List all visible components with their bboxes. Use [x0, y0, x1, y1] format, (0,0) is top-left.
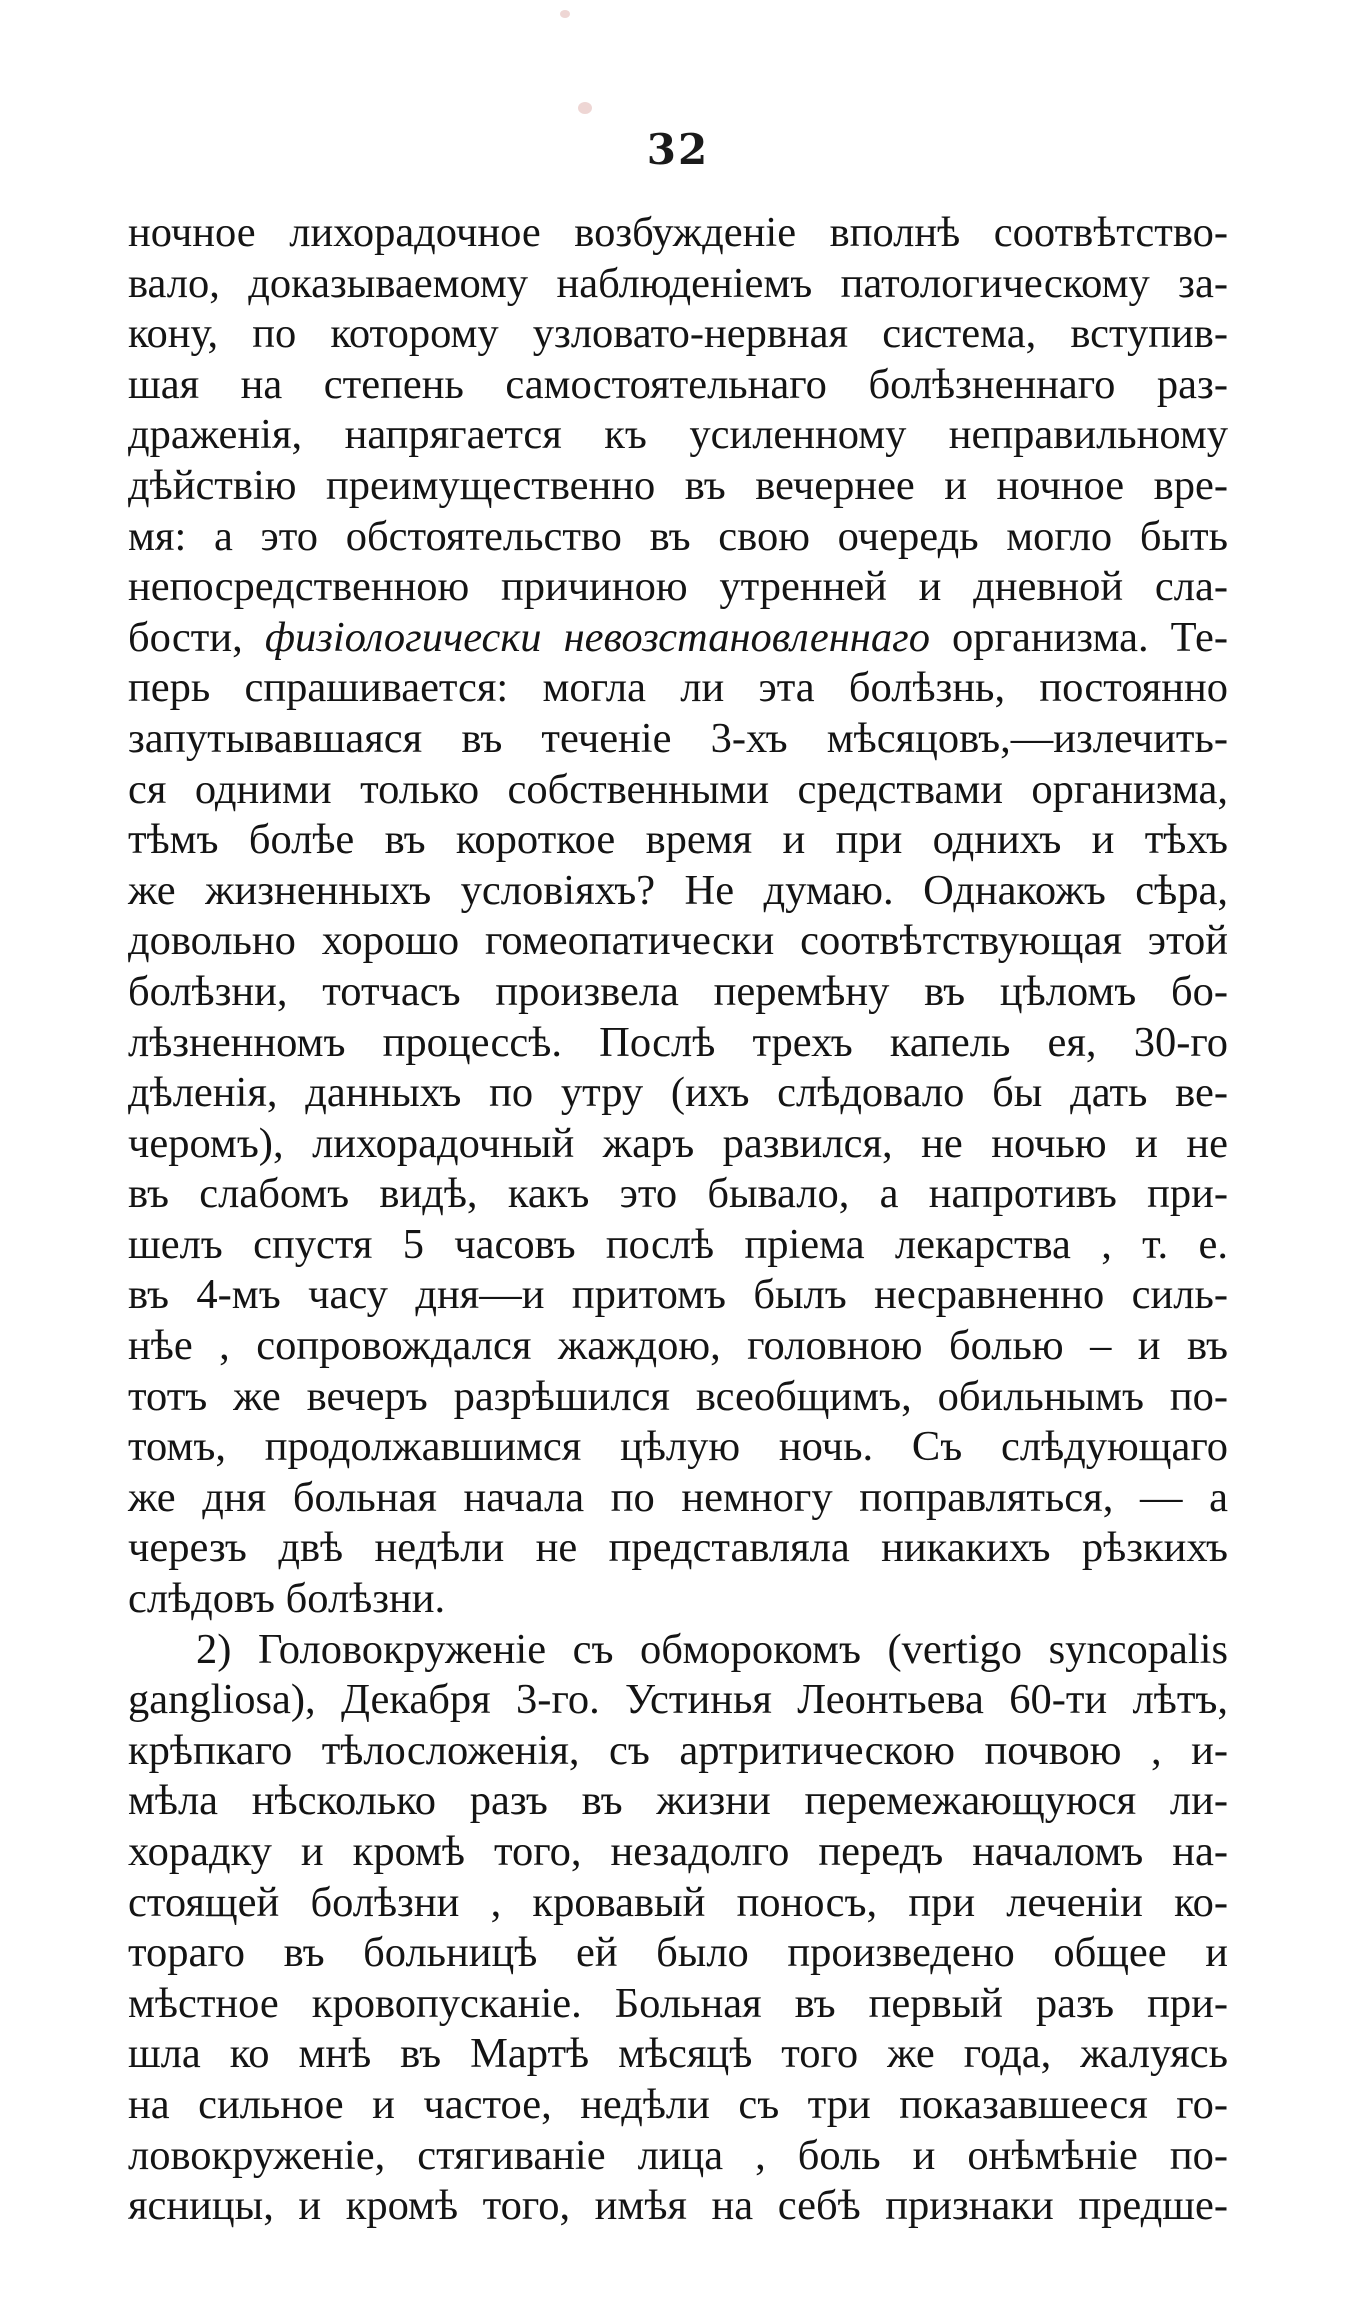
- text-line: мя: а это обстоятельство въ свою очередь могло быть: [128, 512, 1228, 560]
- page-stain: [578, 102, 592, 114]
- text-line: вало, доказываемому наблюденіемъ патологическому за-: [128, 259, 1228, 307]
- text-line: тѣмъ болѣе въ короткое время и при однихъ и тѣхъ: [128, 816, 1228, 864]
- text-line: довольно хорошо гомеопатически соотвѣтствующая этой: [128, 917, 1228, 965]
- italic-phrase: физіологически невозстановленнаго: [264, 613, 930, 661]
- text-line: кону, по которому узловато-нервная система, вступив-: [128, 310, 1228, 358]
- page-stain: [560, 10, 570, 18]
- text-line: ночное лихорадочное возбужденіе вполнѣ соотвѣтство-: [128, 209, 1228, 256]
- text-line: лѣзненномъ процессѣ. Послѣ трехъ капель ея, 30-го: [128, 1018, 1228, 1066]
- paragraph-last-line: слѣдовъ болѣзни.: [128, 1575, 446, 1623]
- text-line: же жизненныхъ условіяхъ? Не думаю. Однакожъ сѣра,: [128, 866, 1228, 914]
- text-line: мѣстное кровопусканіе. Больная въ первый разъ при-: [128, 1979, 1228, 2027]
- text-line: крѣпкаго тѣлосложенія, съ артритическою почвою , и-: [128, 1726, 1228, 1774]
- text-line: нѣе , сопровождался жаждою, головною болью – и въ: [128, 1322, 1228, 1370]
- text-line: ся одними только собственными средствами организма,: [128, 765, 1228, 813]
- text-line: въ 4-мъ часу дня—и притомъ былъ несравненно силь-: [128, 1271, 1228, 1319]
- body-text: [128, 208, 1228, 2232]
- text-line: въ слабомъ видѣ, какъ это бывало, а напротивъ при-: [128, 1170, 1228, 1218]
- text-line: gangliosa), Декабря 3-го. Устинья Леонтьева 60-ти лѣтъ,: [128, 1676, 1228, 1724]
- paragraph-first-line: 2) Головокруженіе съ обморокомъ (vertigo syncopalis: [196, 1625, 1228, 1673]
- text-line: томъ, продолжавшимся цѣлую ночь. Съ слѣдующаго: [128, 1423, 1228, 1471]
- text-line: шла ко мнѣ въ Мартѣ мѣсяцѣ того же года, жалуясь: [128, 2030, 1228, 2078]
- text-line: перь спрашивается: могла ли эта болѣзнь, постоянно: [128, 664, 1228, 712]
- text-line: ясницы, и кромѣ того, имѣя на себѣ признаки предше-: [128, 2182, 1228, 2230]
- text-line: ловокруженіе, стягиваніе лица , боль и онѣмѣніе по-: [128, 2131, 1228, 2179]
- text-segment: организма. Те-: [929, 613, 1229, 661]
- text-line: болѣзни, тотчасъ произвела перемѣну въ цѣломъ бо-: [128, 967, 1228, 1015]
- text-line: шая на степень самостоятельнаго болѣзненнаго раз-: [128, 360, 1228, 408]
- text-line: драженія, напрягается къ усиленному неправильному: [128, 411, 1228, 459]
- text-line: запутывавшаяся въ теченіе 3-хъ мѣсяцовъ,—излечить-: [128, 714, 1228, 762]
- text-line: черомъ), лихорадочный жаръ развился, не ночью и не: [128, 1119, 1228, 1167]
- text-line: стоящей болѣзни , кровавый поносъ, при леченіи ко-: [128, 1878, 1228, 1926]
- text-line: дѣленія, данныхъ по утру (ихъ слѣдовало бы дать ве-: [128, 1069, 1228, 1117]
- text-line: хорадку и кромѣ того, незадолго передъ началомъ на-: [128, 1828, 1228, 1875]
- text-line: черезъ двѣ недѣли не представляла никакихъ рѣзкихъ: [128, 1524, 1228, 1572]
- text-line: дѣйствію преимущественно въ вечернее и ночное вре-: [128, 461, 1228, 509]
- text-line: на сильное и частое, недѣли съ три показавшееся го-: [128, 2080, 1228, 2128]
- text-line: же дня больная начала по немногу поправляться, — а: [128, 1473, 1228, 1521]
- text-line: мѣла нѣсколько разъ въ жизни перемежающуюся ли-: [128, 1777, 1228, 1825]
- page-number: 32: [646, 125, 710, 174]
- text-line: [128, 613, 1228, 664]
- text-segment: бости,: [128, 613, 265, 661]
- text-line: тораго въ больницѣ ей было произведено общее и: [128, 1929, 1228, 1977]
- text-line: шелъ спустя 5 часовъ послѣ пріема лекарства , т. е.: [128, 1220, 1228, 1268]
- text-line: непосредственною причиною утренней и дневной сла-: [128, 563, 1228, 611]
- text-line: тотъ же вечеръ разрѣшился всеобщимъ, обильнымъ по-: [128, 1372, 1228, 1420]
